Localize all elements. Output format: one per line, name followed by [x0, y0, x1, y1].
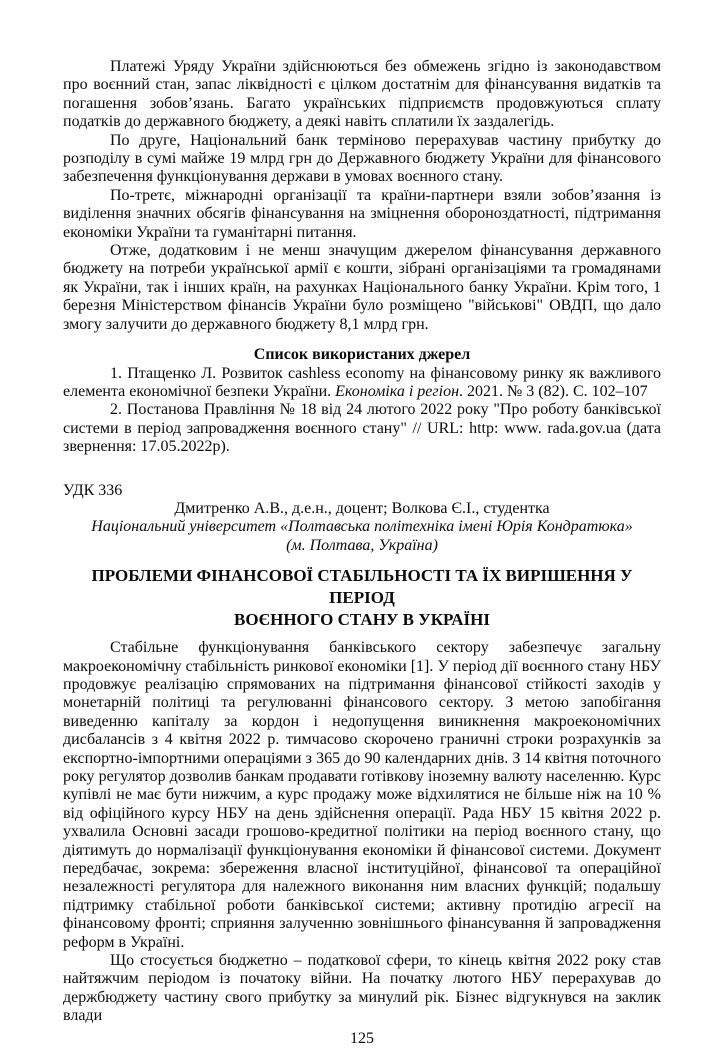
- reference-journal-name: Економіка і регіон: [335, 382, 460, 400]
- reference-item: [63, 365, 661, 402]
- paragraph: По друге, Національний банк терміново перерахував частину прибутку до розподілу в сумі майже 19 млрд грн до Державного бюджету України для фінансового забезпечення функціонування держави в умовах воєнного стану.: [63, 131, 661, 186]
- references-heading: Список використаних джерел: [253, 346, 471, 364]
- reference-item: 2. Постанова Правління № 18 від 24 лютого 2022 року "Про роботу банківської системи в період запровадження воєнного стану" // URL: http: www. rada.gov.ua (дата звернення: 17.05.2022р).: [63, 401, 661, 456]
- paragraph: Що стосується бюджетно – податкової сфери, то кінець квітня 2022 року став найтяжчим періодом із початоку війни. На початку лютого НБУ перерахував до держбюджету частину свого прибутку за минулий рік. Бізнес відгукнувся на заклик влади: [63, 952, 661, 1025]
- paragraph: По-третє, міжнародні організації та країни-партнери взяли зобов’язання із виділення значних обсягів фінансування на зміцнення обороноздатності, підтримання економіки України та гуманітарні питання.: [63, 186, 661, 241]
- udc-code: УДК 336: [63, 481, 123, 499]
- affiliation-line: Національний університет «Полтавська політехніка імені Юрія Кондратюка»: [91, 518, 633, 536]
- paragraph: Платежі Уряду України здійснюються без обмежень згідно із законодавством про воєнний стан, запас ліквідності є цілком достатнім для фінансування видатків та погашення зобов’язань. Багато українських підприємств продовжуються сплату податків до державного бюджету, а деякі навіть сплатили їх заздалегідь.: [63, 58, 661, 131]
- page-content: [63, 58, 661, 1048]
- reference-text: . 2021. № 3 (82). С. 102–107: [459, 382, 648, 400]
- article-title-line1: ПРОБЛЕМИ ФІНАНСОВОЇ СТАБІЛЬНОСТІ ТА ЇХ ВИРІШЕННЯ У ПЕРІОД: [91, 566, 633, 608]
- authors-line: Дмитренко А.В., д.е.н., доцент; Волкова Є.І., студентка: [174, 499, 550, 517]
- location-line: (м. Полтава, Україна): [286, 536, 438, 554]
- page-number: 125: [350, 1029, 374, 1047]
- article-title: [63, 565, 661, 631]
- paragraph: Стабільне функціонування банківського сектору забезпечує загальну макроекономічну стабільність ринкової економіки [1]. У період дії воєнного стану НБУ продовжує реалізацію спрямованих на підтримання фінансової стійкості заходів у монетарній політиці та регулюванні фінансового сектору. З метою запобігання виведенню капіталу за кордон і недопущення виникнення макроекономічних дисбалансів з 4 квітня 2022 р. тимчасово скорочено граничні строки розрахунків за експортно-імпортними операціями з 365 до 90 календарних днів. З 14 квітня поточного року регулятор дозволив банкам продавати готівкову іноземну валюту населенню. Курс купівлі не має бути нижчим, а курс продажу може відхилятися не більше ніж на 10 % від офіційного курсу НБУ на день здійснення операції. Рада НБУ 15 квітня 2022 р. ухвалила Основні засади грошово-кредитної політики на період воєнного стану, що діятимуть до нормалізації функціонування економіки й фінансової системи. Документ передбачає, зокрема: збереження власної інституційної, фінансової та операційної незалежності регулятора для належного виконання ним власних функцій; подальшу підтримку стабільної роботи банківської системи; активну протидію агресії на фінансовому фронті; сприяння залученню зовнішнього фінансування й запровадження реформ в Україні.: [63, 639, 661, 951]
- article-title-line2: ВОЄННОГО СТАНУ В УКРАЇНІ: [234, 610, 490, 630]
- paragraph: Отже, додатковим і не менш значущим джерелом фінансування державного бюджету на потреби української армії є кошти, зібрані організаціями та громадянами як України, так і інших країн, на рахунках Національного банку України. Крім того, 1 березня Міністерством фінансів України було розміщено "військові" ОВДП, що дало змогу залучити до державного бюджету 8,1 млрд грн.: [63, 242, 661, 333]
- reference-text: 1. Птащенко Л. Розвиток cashless economy на фінансовому ринку як важливого елемента економічної безпеки України.: [63, 364, 661, 400]
